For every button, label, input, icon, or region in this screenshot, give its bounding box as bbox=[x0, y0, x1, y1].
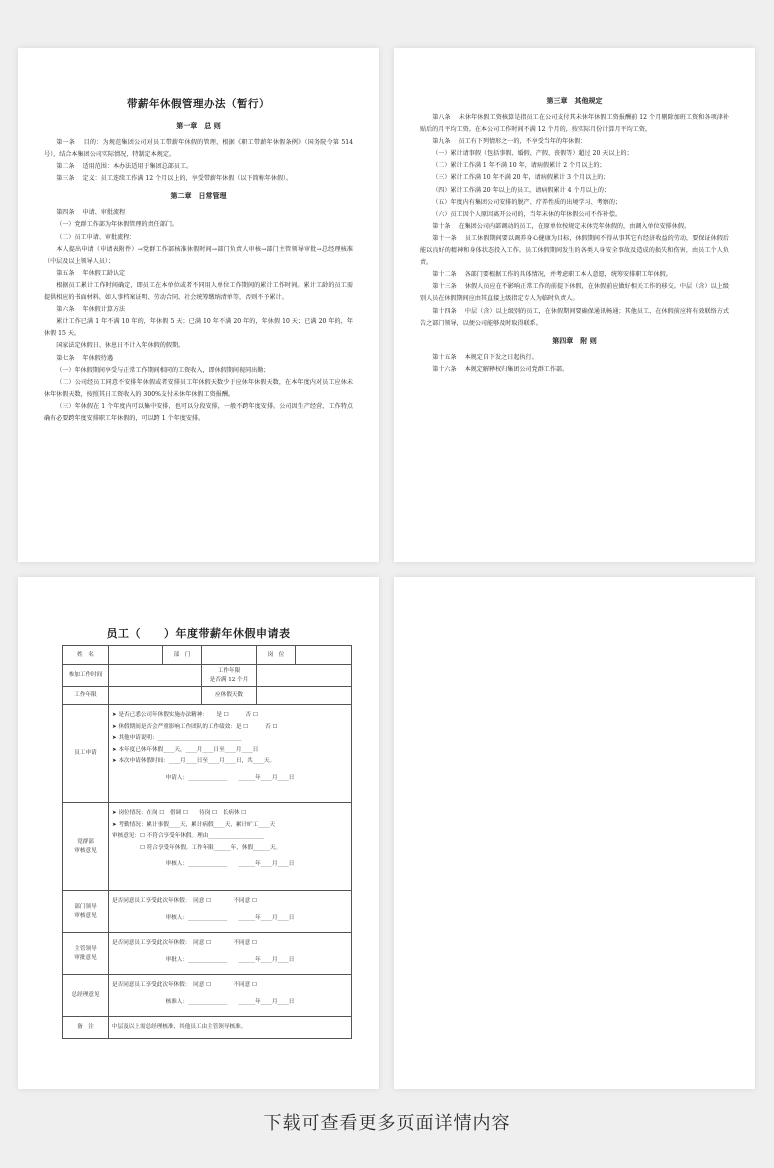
gm-section-body[interactable] bbox=[109, 975, 352, 1017]
paragraph: 第一条 目的：为规范集团公司对员工带薪年休假的管理，根据《职工带薪年休假条例》（国务院令第 514 号），结合本集团公司实际情况，特制定本规定。 bbox=[44, 139, 353, 159]
paragraph: （三）累计工作满 10 年不满 20 年，请病假累计 3 个月以上的； bbox=[432, 174, 610, 182]
manager-line: 是否同意员工享受此次年休假： 同意 ☐ 不同意 ☐ bbox=[112, 940, 258, 946]
manager-signature[interactable]: 审批人：______________ ______年____月____日 bbox=[165, 956, 295, 963]
paragraph: 第五条 年休假工龄认定 bbox=[56, 269, 126, 277]
download-more-caption[interactable]: 下载可查看更多页面详情内容 bbox=[263, 1113, 511, 1134]
paragraph: 累计工作已满 1 年不满 10 年的，年休假 5 天；已满 10 年不满 20 年的，年休假 10 天；已满 20 年的，年休假 15 天。 bbox=[44, 318, 353, 338]
chapter1-body bbox=[44, 137, 353, 185]
employee-line: ➤ 本次申请休假时间：____月____日至____月____日，共____天。 bbox=[112, 758, 276, 764]
post-field[interactable] bbox=[296, 646, 352, 665]
name-field[interactable] bbox=[109, 646, 163, 665]
dept-label: 部 门 bbox=[163, 646, 202, 665]
paragraph: 第二条 适用范围：本办法适用于集团总部员工。 bbox=[56, 163, 193, 171]
remark-label: 备 注 bbox=[63, 1017, 109, 1039]
paragraph: 第十三条 休假人员应在不影响正常工作的前提下休假，在休假前应做好相关工作的移交。中层（含）以上级别人员在休假期间应由其直接上级指定专人为临时负责人。 bbox=[420, 283, 729, 303]
tenure-check-label: 工作年限 是否满 12 个月 bbox=[202, 665, 257, 687]
paragraph: 第九条 员工有下列情形之一的，不享受当年的年休假： bbox=[432, 138, 587, 146]
party-signature[interactable]: 审核人：______________ ______年____月____日 bbox=[165, 861, 295, 867]
paragraph: 第十条 在集团公司内部调动的员工，在原单位按规定未休完年休假的，由调入单位安排休假。 bbox=[432, 222, 691, 230]
dept-leader-section-body[interactable] bbox=[109, 891, 352, 933]
remark-text: 中层及以上需总经理核准，其他员工由主管领导核准。 bbox=[109, 1017, 352, 1039]
paragraph: 本人提出申请（申请表附件）→党群工作部核准休假时间→部门负责人审核→部门主管领导审批→总经理核准（中层及以上领导人员）； bbox=[44, 245, 353, 265]
chapter4-body bbox=[420, 352, 729, 376]
days-label: 应休假天数 bbox=[202, 687, 257, 705]
party-line: ☐ 符合享受年休假。工作年限______年，休假______天。 bbox=[112, 844, 282, 851]
join-date-label: 参加工作时间 bbox=[63, 665, 109, 687]
employee-section-label: 员工申请 bbox=[63, 705, 109, 803]
leave-application-table bbox=[62, 645, 352, 1039]
dept-leader-section-label: 部门领导 审核意见 bbox=[63, 891, 109, 933]
chapter3-body bbox=[420, 112, 729, 330]
paragraph: 第六条 年休假计算方法 bbox=[56, 306, 126, 314]
dept-leader-signature[interactable]: 审核人：______________ ______年____月____日 bbox=[165, 914, 295, 921]
employee-line: ➤ 休假期间是否会严重影响工作团队的工作绩效：是 ☐ 否 ☐ bbox=[112, 723, 278, 730]
dept-field[interactable] bbox=[202, 646, 257, 665]
paragraph: （一）累计请事假（包括事假、婚假、产假、丧假等）超过 20 天以上的； bbox=[432, 150, 633, 158]
paragraph: 第十六条 本规定解释权归集团公司党群工作部。 bbox=[432, 365, 569, 373]
paragraph: （六）员工因个人原因离开公司的，当年未休的年休假公司不作补偿。 bbox=[432, 210, 622, 218]
paragraph: 第七条 年休假待遇 bbox=[56, 354, 113, 362]
chapter-heading: 第四章 附 则 bbox=[552, 335, 597, 345]
chapter2-body bbox=[44, 207, 353, 425]
document-page-1 bbox=[18, 48, 379, 562]
party-line: ➤ 考勤情况：累计事假____天，累计病假____天，累计旷工____天 bbox=[112, 821, 276, 828]
paragraph: （三）年休假在 1 个年度内可以集中安排，也可以分段安排，一般不跨年度安排。公司因生产经营、工作特点确有必要跨年度安排职工年休假的，可以跨 1 个年度安排。 bbox=[44, 402, 353, 422]
paragraph: （一）年休假期间享受与正常工作期间相同的工资收入，即休假期间视同出勤； bbox=[56, 366, 270, 374]
blank-page bbox=[394, 577, 755, 1089]
paragraph: 第三条 定义：员工连续工作满 12 个月以上的，享受带薪年休假（以下简称年休假）。 bbox=[56, 175, 293, 183]
applicant-signature[interactable]: 申请人：______________ ______年____月____日 bbox=[165, 774, 295, 781]
gm-section-label: 总经理意见 bbox=[63, 975, 109, 1017]
tenure-check-field[interactable] bbox=[257, 665, 352, 687]
gm-line: 是否同意员工享受此次年休假： 同意 ☐ 不同意 ☐ bbox=[112, 982, 258, 988]
paragraph: （二）员工申请、审批流程： bbox=[56, 233, 136, 241]
paragraph: 根据员工累计工作时间确定，即员工在本单位或者不同用人单位工作期间的累计工作时间。累计工龄的员工需提供相应的书面材料，如人事档案证明、劳动合同、社会统筹缴纳清单等，否则不予累计。 bbox=[44, 281, 353, 302]
join-date-field[interactable] bbox=[109, 665, 202, 687]
party-line: 审核意见：☐ 不符合享受年休假。理由____________________ bbox=[112, 833, 265, 839]
chapter-heading: 第一章 总 则 bbox=[176, 121, 221, 130]
document-page-2 bbox=[394, 48, 755, 562]
paragraph: （一）党群工作部为年休假管理的责任部门。 bbox=[56, 221, 179, 229]
manager-section-body[interactable] bbox=[109, 933, 352, 975]
paragraph: （四）累计工作满 20 年以上的员工，请病假累计 4 个月以上的； bbox=[432, 186, 611, 194]
employee-line: ➤ 本年度已休年休假____天，____月____日至____月____日 bbox=[112, 746, 259, 753]
years-field[interactable] bbox=[109, 687, 202, 705]
form-page bbox=[18, 577, 379, 1089]
paragraph: 国家法定休假日、休息日不计入年休假的假期。 bbox=[56, 342, 185, 350]
employee-line: ➤ 其他申请说明：______________________________ bbox=[112, 735, 242, 741]
post-label: 岗 位 bbox=[257, 646, 296, 665]
party-section-label: 党群部 审核意见 bbox=[63, 803, 109, 891]
employee-line: ➤ 是否已悉公司年休假实施办法精神： 是 ☐ 否 ☐ bbox=[112, 712, 258, 718]
paragraph: 第十二条 各部门要根据工作的具体情况，并考虑职工本人意愿，统筹安排职工年休假。 bbox=[432, 271, 672, 279]
years-label: 工作年限 bbox=[63, 687, 109, 705]
manager-section-label: 主管领导 审批意见 bbox=[63, 933, 109, 975]
paragraph: （二）累计工作满 1 年不满 10 年，请病假累计 2 个月以上的； bbox=[432, 162, 606, 170]
form-title: 员工（ ）年度带薪年休假申请表 bbox=[106, 627, 291, 640]
paragraph: （二）公司经员工同意不安排年休假或者安排员工年休假天数少于应休年休假天数，在本年度内对员工应休未休年休假天数，按照其日工资收入的 300%支付未休年休假工资报酬。 bbox=[44, 378, 353, 398]
name-label: 姓 名 bbox=[63, 646, 109, 665]
party-section-body[interactable] bbox=[109, 803, 352, 891]
days-field[interactable] bbox=[257, 687, 352, 705]
chapter-heading: 第三章 其他规定 bbox=[546, 96, 603, 105]
document-title: 带薪年休假管理办法（暂行） bbox=[127, 98, 270, 110]
paragraph: 第八条 未休年休假工资核算是指员工在公司支付其未休年休假工资报酬前 12 个月剔除加班工资和各项津补贴后的月平均工资。在本公司工作时间不满 12 个月的，按实际月份计算月平均工资。 bbox=[420, 114, 729, 134]
paragraph: 第十一条 员工休假期间要以调养身心健康为目标，休假期间不得从事其它有经济收益的劳动，要保证休假后能以良好的精神和身体状态投入工作。员工休假期间发生的各类人身安全事故及造成的损失和伤害，由员工个人负责。 bbox=[420, 234, 729, 267]
chapter-heading: 第二章 日常管理 bbox=[170, 191, 227, 201]
paragraph: （五）年度内有集团公司安排的脱产、疗养性质的出境学习、考察的； bbox=[432, 198, 622, 206]
dept-leader-line: 是否同意员工享受此次年休假： 同意 ☐ 不同意 ☐ bbox=[112, 898, 258, 904]
gm-signature[interactable]: 核准人：______________ ______年____月____日 bbox=[165, 998, 295, 1005]
employee-section-body[interactable] bbox=[109, 705, 352, 803]
paragraph: 第四条 申请、审批流程 bbox=[56, 209, 126, 217]
paragraph: 第十五条 本规定自下发之日起执行。 bbox=[432, 353, 538, 361]
paragraph: 第十四条 中层（含）以上级别的员工，在休假期间要确保通讯畅通；其他员工，在休假前应将有效联络方式告之部门领导，以便公司能够及时取得联系。 bbox=[420, 307, 729, 327]
party-line: ➤ 岗位情况：在岗 ☐ 借调 ☐ 待岗 ☐ 长病休 ☐ bbox=[112, 810, 247, 816]
